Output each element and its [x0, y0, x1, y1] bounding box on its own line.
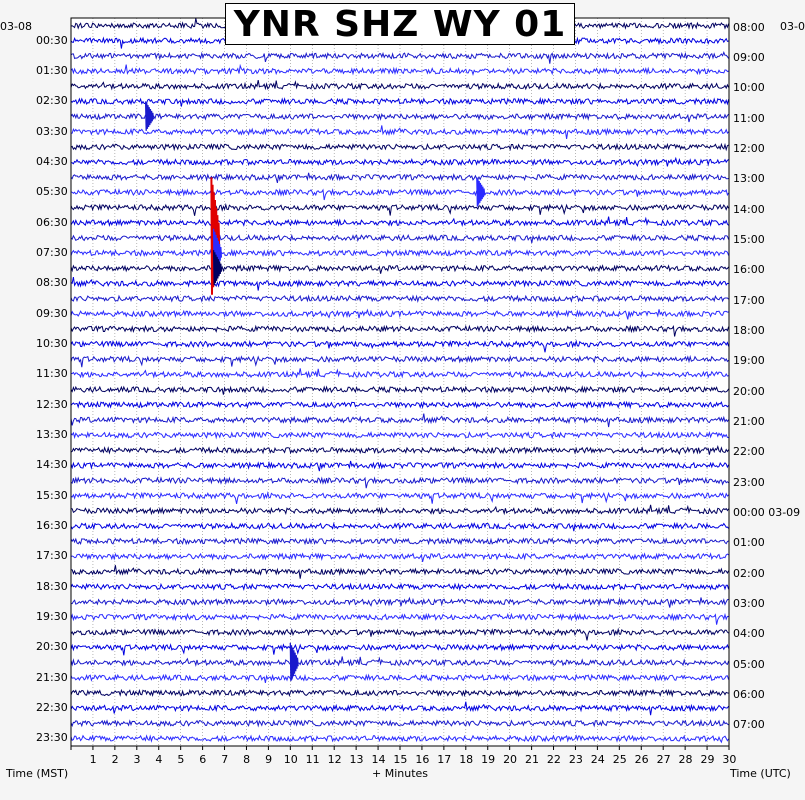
x-tick-label: 14	[371, 753, 386, 766]
right-hour-label: 16:00	[733, 263, 765, 277]
left-hour-label: 00:30	[36, 33, 68, 47]
x-axis-ticks	[71, 746, 729, 750]
right-hour-label: 12:00	[733, 141, 765, 155]
left-hour-label: 05:30	[36, 185, 68, 199]
x-tick-label: 7	[221, 753, 229, 766]
x-tick-label: 28	[678, 753, 693, 766]
left-hour-label: 15:30	[36, 488, 68, 502]
left-hour-label: 01:30	[36, 64, 68, 78]
x-tick-label: 26	[634, 753, 649, 766]
right-hour-label: 13:00	[733, 172, 765, 186]
right-hour-label: 08:00	[733, 20, 765, 34]
right-hour-label: 20:00	[733, 384, 765, 398]
left-hour-label: 20:30	[36, 640, 68, 654]
right-date-label: 03-0	[780, 20, 805, 33]
right-hour-label: 02:00	[733, 566, 765, 580]
left-hour-label: 07:30	[36, 246, 68, 260]
right-hour-label: 19:00	[733, 354, 765, 368]
x-axis-label: + Minutes	[372, 767, 429, 780]
right-hour-label: 01:00	[733, 536, 765, 550]
x-tick-label: 8	[243, 753, 251, 766]
right-hour-label: 21:00	[733, 414, 765, 428]
right-hour-label: 07:00	[733, 718, 765, 732]
left-hour-label: 17:30	[36, 549, 68, 563]
x-tick-label: 17	[437, 753, 452, 766]
left-hour-label: 21:30	[36, 670, 68, 684]
left-hour-label: 10:30	[36, 337, 68, 351]
left-axis-label: Time (MST)	[6, 767, 69, 780]
left-hour-label: 08:30	[36, 276, 68, 290]
left-hour-label: 02:30	[36, 94, 68, 108]
right-hour-label: 17:00	[733, 293, 765, 307]
right-hour-label: 15:00	[733, 232, 765, 246]
left-hour-label: 06:30	[36, 215, 68, 229]
x-tick-label: 9	[265, 753, 273, 766]
x-tick-label: 11	[305, 753, 320, 766]
x-tick-label: 19	[481, 753, 496, 766]
right-hour-label: 23:00	[733, 475, 765, 489]
x-tick-label: 3	[133, 753, 141, 766]
x-tick-label: 12	[327, 753, 342, 766]
x-tick-label: 6	[199, 753, 207, 766]
left-hour-label: 12:30	[36, 397, 68, 411]
right-hour-label: 09:00	[733, 50, 765, 64]
x-tick-label: 4	[155, 753, 163, 766]
right-hour-label: 22:00	[733, 445, 765, 459]
right-hour-label: 14:00	[733, 202, 765, 216]
right-hour-label: 10:00	[733, 81, 765, 95]
left-hour-label: 14:30	[36, 458, 68, 472]
right-hour-label: 11:00	[733, 111, 765, 125]
chart-title: YNR SHZ WY 01	[225, 3, 575, 45]
left-hour-label: 19:30	[36, 610, 68, 624]
x-tick-label: 13	[349, 753, 364, 766]
x-tick-label: 22	[546, 753, 561, 766]
x-tick-label: 10	[283, 753, 298, 766]
x-tick-label: 24	[590, 753, 605, 766]
right-hour-label: 18:00	[733, 323, 765, 337]
right-hour-label: 06:00	[733, 687, 765, 701]
x-tick-label: 21	[525, 753, 539, 766]
x-tick-label: 2	[111, 753, 119, 766]
left-hour-label: 22:30	[36, 701, 68, 715]
right-hour-label: 04:00	[733, 627, 765, 641]
x-tick-label: 25	[612, 753, 627, 766]
x-tick-label: 18	[459, 753, 474, 766]
x-tick-label: 1	[89, 753, 97, 766]
left-hour-label: 03:30	[36, 124, 68, 138]
right-axis-label: Time (UTC)	[730, 767, 791, 780]
left-hour-label: 11:30	[36, 367, 68, 381]
x-tick-label: 15	[393, 753, 408, 766]
x-tick-label: 20	[503, 753, 518, 766]
left-hour-label: 18:30	[36, 579, 68, 593]
left-hour-label: 04:30	[36, 155, 68, 169]
left-date-label: 03-08	[0, 20, 32, 33]
x-tick-label: 23	[568, 753, 583, 766]
x-tick-label: 29	[700, 753, 715, 766]
x-tick-label: 16	[415, 753, 430, 766]
right-hour-label: 00:00 03-09	[733, 505, 801, 519]
left-hour-label: 16:30	[36, 519, 68, 533]
x-tick-label: 5	[177, 753, 185, 766]
x-tick-label: 30	[722, 753, 737, 766]
left-hour-label: 23:30	[36, 731, 68, 745]
left-hour-label: 13:30	[36, 428, 68, 442]
right-hour-label: 05:00	[733, 657, 765, 671]
left-hour-label: 09:30	[36, 306, 68, 320]
right-hour-label: 03:00	[733, 596, 765, 610]
rollover-date-label: 03-09	[764, 505, 801, 519]
x-tick-label: 27	[656, 753, 671, 766]
